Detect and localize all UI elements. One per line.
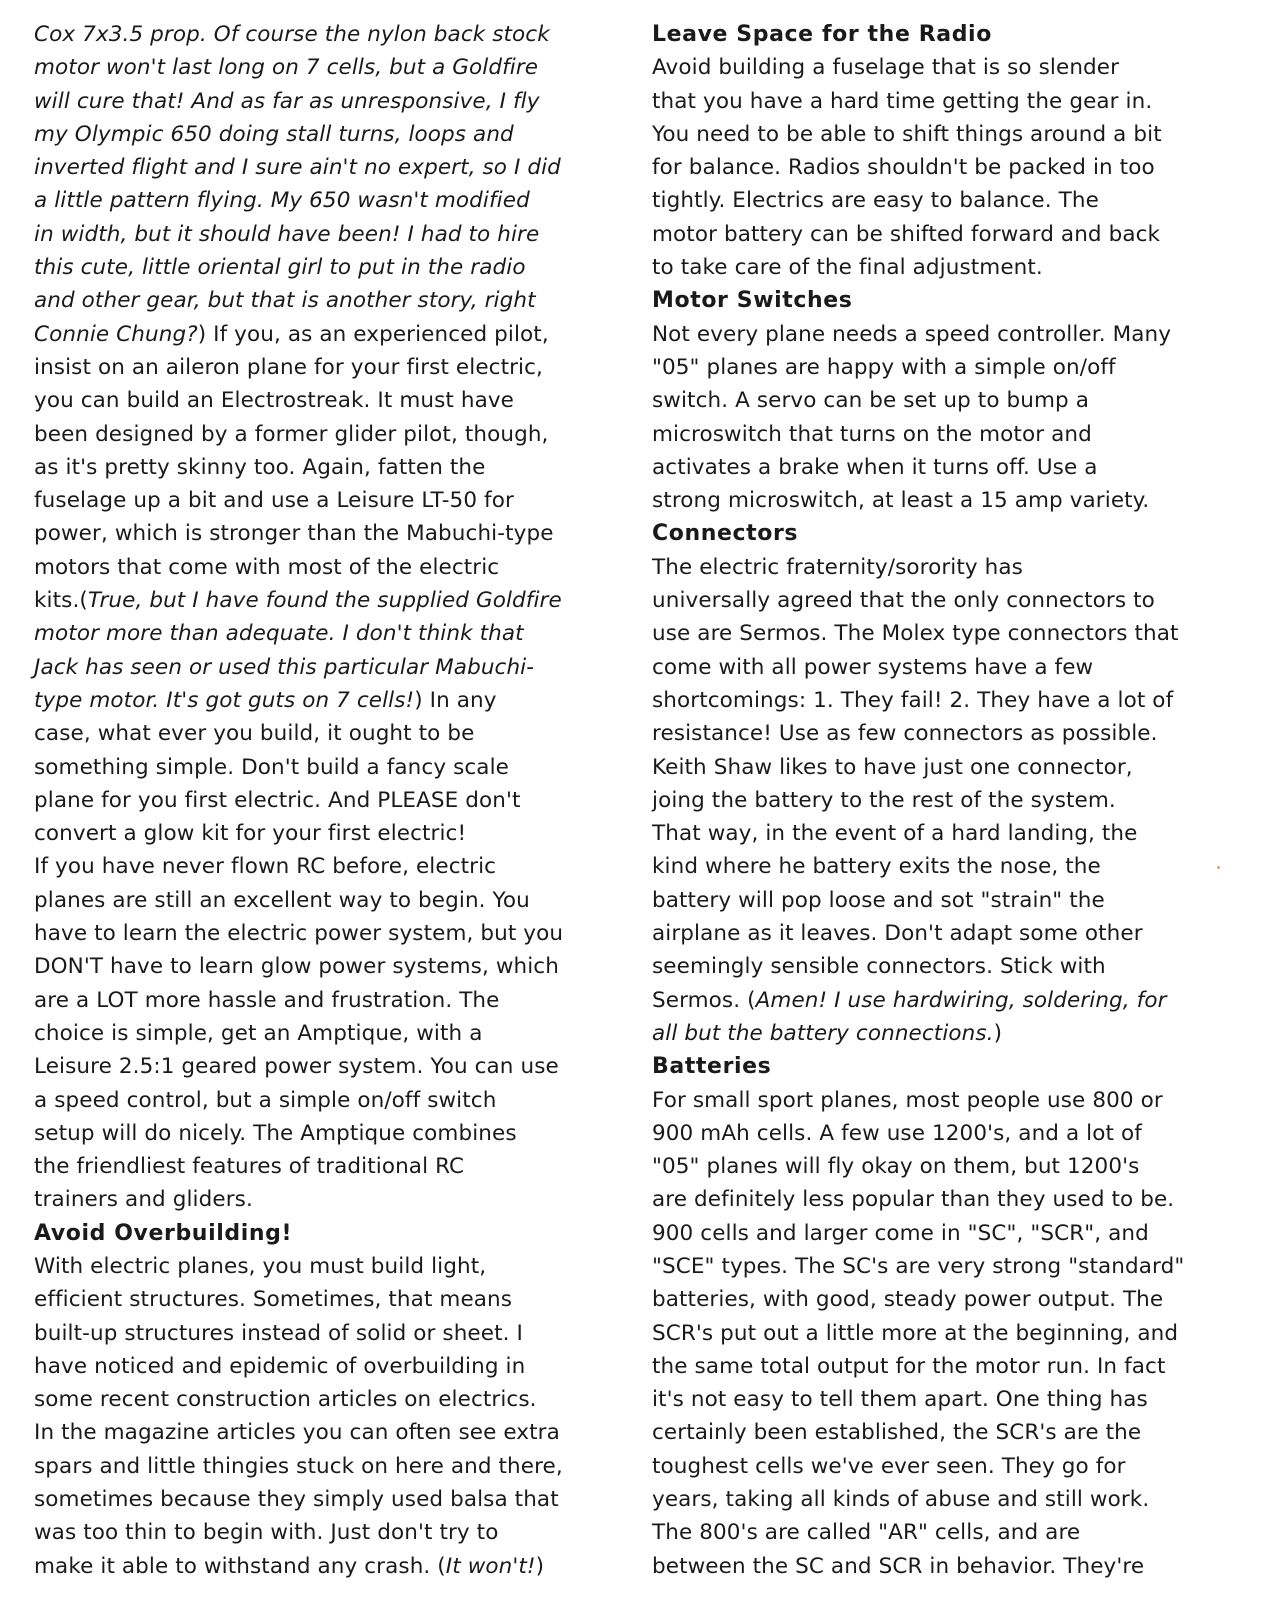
text-line bbox=[34, 1117, 626, 1150]
text-segment: In the magazine articles you can often see extra bbox=[34, 1420, 560, 1446]
text-line bbox=[34, 1450, 626, 1483]
text-line bbox=[652, 784, 1252, 817]
section-heading bbox=[652, 284, 1252, 317]
text-segment: the same total output for the motor run. In fact bbox=[652, 1353, 1166, 1379]
text-line bbox=[652, 218, 1252, 251]
text-line bbox=[652, 1550, 1252, 1583]
text-line bbox=[34, 251, 626, 284]
text-line bbox=[652, 251, 1252, 284]
text-line bbox=[652, 1017, 1252, 1050]
section-heading bbox=[652, 18, 1252, 51]
text-line bbox=[34, 651, 626, 684]
text-segment: convert a glow kit for your first electric! bbox=[34, 821, 467, 847]
text-segment: case, what ever you build, it ought to be bbox=[34, 721, 475, 747]
text-segment: have noticed and epidemic of overbuilding in bbox=[34, 1353, 526, 1379]
text-segment: trainers and gliders. bbox=[34, 1187, 253, 1213]
text-segment: switch. A servo can be set up to bump a bbox=[652, 388, 1089, 414]
text-segment: ) If you, as an experienced pilot, bbox=[197, 321, 549, 347]
text-line bbox=[652, 484, 1252, 517]
text-line bbox=[34, 18, 626, 51]
text-line bbox=[652, 1350, 1252, 1383]
text-line bbox=[34, 817, 626, 850]
text-segment: to take care of the final adjustment. bbox=[652, 255, 1043, 281]
text-segment: power, which is stronger than the Mabuchi-type bbox=[34, 521, 554, 547]
text-line bbox=[652, 418, 1252, 451]
text-segment: Not every plane needs a speed controller. Many bbox=[652, 321, 1172, 347]
text-segment: With electric planes, you must build light, bbox=[34, 1253, 487, 1279]
text-line bbox=[34, 1383, 626, 1416]
text-segment: setup will do nicely. The Amptique combines bbox=[34, 1120, 517, 1146]
text-segment: plane for you first electric. And PLEASE don't bbox=[34, 787, 521, 813]
text-segment: strong microswitch, at least a 15 amp variety. bbox=[652, 488, 1150, 514]
text-line bbox=[34, 1550, 626, 1583]
text-segment: are definitely less popular than they used to be. bbox=[652, 1187, 1175, 1213]
text-segment: as it's pretty skinny too. Again, fatten the bbox=[34, 454, 486, 480]
text-segment: joing the battery to the rest of the system. bbox=[652, 787, 1116, 813]
italic-text-segment: Cox 7x3.5 prop. Of course the nylon back stock bbox=[34, 22, 550, 47]
text-line bbox=[34, 1250, 626, 1283]
text-line bbox=[652, 850, 1252, 883]
text-segment: For small sport planes, most people use 800 or bbox=[652, 1087, 1163, 1113]
text-segment: use are Sermos. The Molex type connectors that bbox=[652, 621, 1179, 647]
text-line bbox=[34, 1350, 626, 1383]
text-line bbox=[34, 850, 626, 883]
italic-text-segment: a little pattern flying. My 650 wasn't modified bbox=[34, 188, 530, 214]
text-segment: Motor Switches bbox=[652, 288, 853, 314]
text-segment: "05" planes will fly okay on them, but 1200's bbox=[652, 1154, 1140, 1180]
text-line bbox=[652, 1283, 1252, 1316]
text-line bbox=[34, 1416, 626, 1449]
text-segment: a speed control, but a simple on/off switch bbox=[34, 1087, 497, 1113]
text-segment: been designed by a former glider pilot, though, bbox=[34, 421, 549, 447]
italic-text-segment: It won't! bbox=[445, 1553, 536, 1579]
text-segment: for balance. Radios shouldn't be packed in too bbox=[652, 155, 1155, 181]
text-segment: planes are still an excellent way to begin. You bbox=[34, 887, 530, 913]
text-line bbox=[34, 1050, 626, 1083]
text-segment: airplane as it leaves. Don't adapt some other bbox=[652, 921, 1143, 947]
text-segment: have to learn the electric power system, but you bbox=[34, 921, 564, 947]
italic-text-segment: will cure that! And as far as unresponsive, I fly bbox=[34, 88, 540, 114]
text-line bbox=[652, 1084, 1252, 1117]
text-segment: Connectors bbox=[652, 521, 799, 547]
text-line bbox=[34, 1084, 626, 1117]
text-segment: tightly. Electrics are easy to balance. The bbox=[652, 188, 1099, 214]
text-line bbox=[652, 1416, 1252, 1449]
text-line bbox=[34, 318, 626, 351]
text-segment: motors that come with most of the electric bbox=[34, 554, 500, 580]
italic-text-segment: this cute, little oriental girl to put in the radio bbox=[34, 255, 526, 281]
text-line bbox=[34, 1483, 626, 1516]
text-segment: insist on an aileron plane for your first electric, bbox=[34, 354, 543, 380]
text-line bbox=[34, 484, 626, 517]
section-heading bbox=[652, 517, 1252, 550]
text-segment: it's not easy to tell them apart. One thing has bbox=[652, 1387, 1148, 1413]
text-segment: are a LOT more hassle and frustration. The bbox=[34, 987, 500, 1013]
text-line bbox=[652, 1217, 1252, 1250]
text-segment: Batteries bbox=[652, 1054, 772, 1080]
text-segment: Sermos. ( bbox=[652, 987, 756, 1013]
text-segment: The electric fraternity/sorority has bbox=[652, 554, 1023, 580]
text-segment: you can build an Electrostreak. It must have bbox=[34, 388, 515, 414]
text-line bbox=[652, 451, 1252, 484]
text-line bbox=[34, 418, 626, 451]
text-line bbox=[652, 984, 1252, 1017]
text-line bbox=[652, 151, 1252, 184]
text-segment: seemingly sensible connectors. Stick with bbox=[652, 954, 1106, 980]
text-line bbox=[34, 617, 626, 650]
italic-text-segment: all but the battery connections. bbox=[652, 1020, 994, 1046]
text-segment: toughest cells we've ever seen. They go for bbox=[652, 1453, 1126, 1479]
text-segment: 900 mAh cells. A few use 1200's, and a lot of bbox=[652, 1120, 1142, 1146]
text-line bbox=[652, 1516, 1252, 1549]
text-line bbox=[652, 817, 1252, 850]
text-segment: Keith Shaw likes to have just one connector, bbox=[652, 754, 1133, 780]
text-segment: efficient structures. Sometimes, that means bbox=[34, 1287, 513, 1313]
text-line bbox=[34, 151, 626, 184]
text-segment: universally agreed that the only connectors to bbox=[652, 588, 1155, 614]
text-line bbox=[652, 1150, 1252, 1183]
italic-text-segment: inverted flight and I sure ain't no expert, so I did bbox=[34, 155, 561, 181]
scan-speck bbox=[1217, 866, 1220, 869]
text-segment: DON'T have to learn glow power systems, which bbox=[34, 954, 559, 980]
italic-text-segment: in width, but it should have been! I had to hire bbox=[34, 221, 540, 247]
text-line bbox=[652, 51, 1252, 84]
text-line bbox=[652, 884, 1252, 917]
text-segment: ) bbox=[535, 1553, 545, 1579]
text-line bbox=[652, 1483, 1252, 1516]
text-segment: come with all power systems have a few bbox=[652, 654, 1094, 680]
text-segment: something simple. Don't build a fancy scale bbox=[34, 754, 509, 780]
text-line bbox=[34, 1283, 626, 1316]
italic-text-segment: type motor. It's got guts on 7 cells! bbox=[34, 687, 415, 713]
text-segment: spars and little thingies stuck on here and there, bbox=[34, 1453, 563, 1479]
text-line bbox=[34, 1150, 626, 1183]
text-line bbox=[652, 318, 1252, 351]
text-line bbox=[34, 684, 626, 717]
text-line bbox=[652, 384, 1252, 417]
text-line bbox=[34, 85, 626, 118]
text-line bbox=[652, 1450, 1252, 1483]
text-line bbox=[34, 884, 626, 917]
text-line bbox=[34, 351, 626, 384]
italic-text-segment: motor more than adequate. I don't think that bbox=[34, 621, 524, 647]
text-segment: You need to be able to shift things around a bit bbox=[652, 121, 1162, 147]
text-segment: If you have never flown RC before, electric bbox=[34, 854, 497, 880]
text-segment: Avoid Overbuilding! bbox=[34, 1220, 293, 1246]
text-segment: years, taking all kinds of abuse and still work. bbox=[652, 1487, 1150, 1513]
italic-text-segment: motor won't last long on 7 cells, but a Goldfire bbox=[34, 55, 539, 81]
section-heading bbox=[652, 1050, 1252, 1083]
text-line bbox=[34, 1183, 626, 1216]
italic-text-segment: True, but I have found the supplied Goldfire bbox=[87, 588, 562, 614]
left-column bbox=[34, 18, 626, 1583]
text-segment: choice is simple, get an Amptique, with a bbox=[34, 1020, 483, 1046]
italic-text-segment: Jack has seen or used this particular Mabuchi- bbox=[34, 654, 535, 680]
text-line bbox=[34, 717, 626, 750]
text-segment: ) bbox=[993, 1020, 1003, 1046]
text-segment: motor battery can be shifted forward and back bbox=[652, 221, 1161, 247]
text-line bbox=[652, 85, 1252, 118]
text-segment: ) In any bbox=[414, 687, 497, 713]
italic-text-segment: and other gear, but that is another story, right bbox=[34, 288, 536, 314]
text-line bbox=[652, 584, 1252, 617]
text-segment: fuselage up a bit and use a Leisure LT-50 for bbox=[34, 488, 514, 514]
text-segment: kind where he battery exits the nose, the bbox=[652, 854, 1101, 880]
text-line bbox=[652, 1183, 1252, 1216]
text-segment: kits.( bbox=[34, 588, 88, 614]
text-segment: shortcomings: 1. They fail! 2. They have a lot of bbox=[652, 687, 1174, 713]
right-column bbox=[652, 18, 1252, 1583]
text-segment: "SCE" types. The SC's are very strong "standard" bbox=[652, 1253, 1185, 1279]
text-line bbox=[34, 551, 626, 584]
text-line bbox=[34, 784, 626, 817]
text-segment: battery will pop loose and sot "strain" the bbox=[652, 887, 1105, 913]
text-segment: "05" planes are happy with a simple on/off bbox=[652, 354, 1116, 380]
text-line bbox=[34, 917, 626, 950]
text-segment: Leave Space for the Radio bbox=[652, 22, 992, 47]
text-line bbox=[34, 218, 626, 251]
text-line bbox=[652, 950, 1252, 983]
text-line bbox=[652, 1383, 1252, 1416]
text-line bbox=[34, 584, 626, 617]
text-segment: that you have a hard time getting the gear in. bbox=[652, 88, 1153, 114]
text-segment: activates a brake when it turns off. Use a bbox=[652, 454, 1098, 480]
text-line bbox=[652, 917, 1252, 950]
text-segment: Avoid building a fuselage that is so slender bbox=[652, 55, 1120, 81]
section-heading bbox=[34, 1217, 626, 1250]
text-segment: microswitch that turns on the motor and bbox=[652, 421, 1092, 447]
text-line bbox=[34, 517, 626, 550]
text-line bbox=[652, 684, 1252, 717]
text-segment: built-up structures instead of solid or sheet. I bbox=[34, 1320, 523, 1346]
text-segment: batteries, with good, steady power output. The bbox=[652, 1287, 1164, 1313]
text-line bbox=[652, 1117, 1252, 1150]
text-line bbox=[34, 751, 626, 784]
text-segment: was too thin to begin with. Just don't try to bbox=[34, 1520, 499, 1546]
text-line bbox=[34, 451, 626, 484]
text-line bbox=[652, 184, 1252, 217]
text-segment: make it able to withstand any crash. ( bbox=[34, 1553, 446, 1579]
text-segment: SCR's put out a little more at the beginning, and bbox=[652, 1320, 1179, 1346]
text-line bbox=[652, 1317, 1252, 1350]
text-line bbox=[652, 617, 1252, 650]
italic-text-segment: my Olympic 650 doing stall turns, loops and bbox=[34, 121, 514, 147]
text-line bbox=[652, 651, 1252, 684]
text-segment: Leisure 2.5:1 geared power system. You can use bbox=[34, 1054, 559, 1080]
text-line bbox=[652, 118, 1252, 151]
text-segment: The 800's are called "AR" cells, and are bbox=[652, 1520, 1081, 1546]
text-line bbox=[34, 950, 626, 983]
text-line bbox=[34, 51, 626, 84]
text-line bbox=[34, 1317, 626, 1350]
text-line bbox=[652, 551, 1252, 584]
text-line bbox=[652, 351, 1252, 384]
text-segment: the friendliest features of traditional RC bbox=[34, 1154, 465, 1180]
text-line bbox=[34, 984, 626, 1017]
text-line bbox=[34, 118, 626, 151]
text-line bbox=[652, 1250, 1252, 1283]
text-line bbox=[34, 384, 626, 417]
text-line bbox=[652, 717, 1252, 750]
text-line bbox=[34, 184, 626, 217]
text-segment: certainly been established, the SCR's are the bbox=[652, 1420, 1142, 1446]
text-segment: resistance! Use as few connectors as possible. bbox=[652, 721, 1158, 747]
text-segment: That way, in the event of a hard landing, the bbox=[652, 821, 1138, 847]
text-segment: between the SC and SCR in behavior. They're bbox=[652, 1553, 1145, 1579]
text-line bbox=[34, 1017, 626, 1050]
italic-text-segment: Amen! I use hardwiring, soldering, for bbox=[755, 987, 1167, 1013]
text-line bbox=[34, 284, 626, 317]
italic-text-segment: Connie Chung? bbox=[34, 321, 198, 347]
text-segment: some recent construction articles on electrics. bbox=[34, 1387, 537, 1413]
text-line bbox=[652, 751, 1252, 784]
text-line bbox=[34, 1516, 626, 1549]
text-segment: sometimes because they simply used balsa that bbox=[34, 1487, 559, 1513]
text-segment: 900 cells and larger come in "SC", "SCR", and bbox=[652, 1220, 1149, 1246]
